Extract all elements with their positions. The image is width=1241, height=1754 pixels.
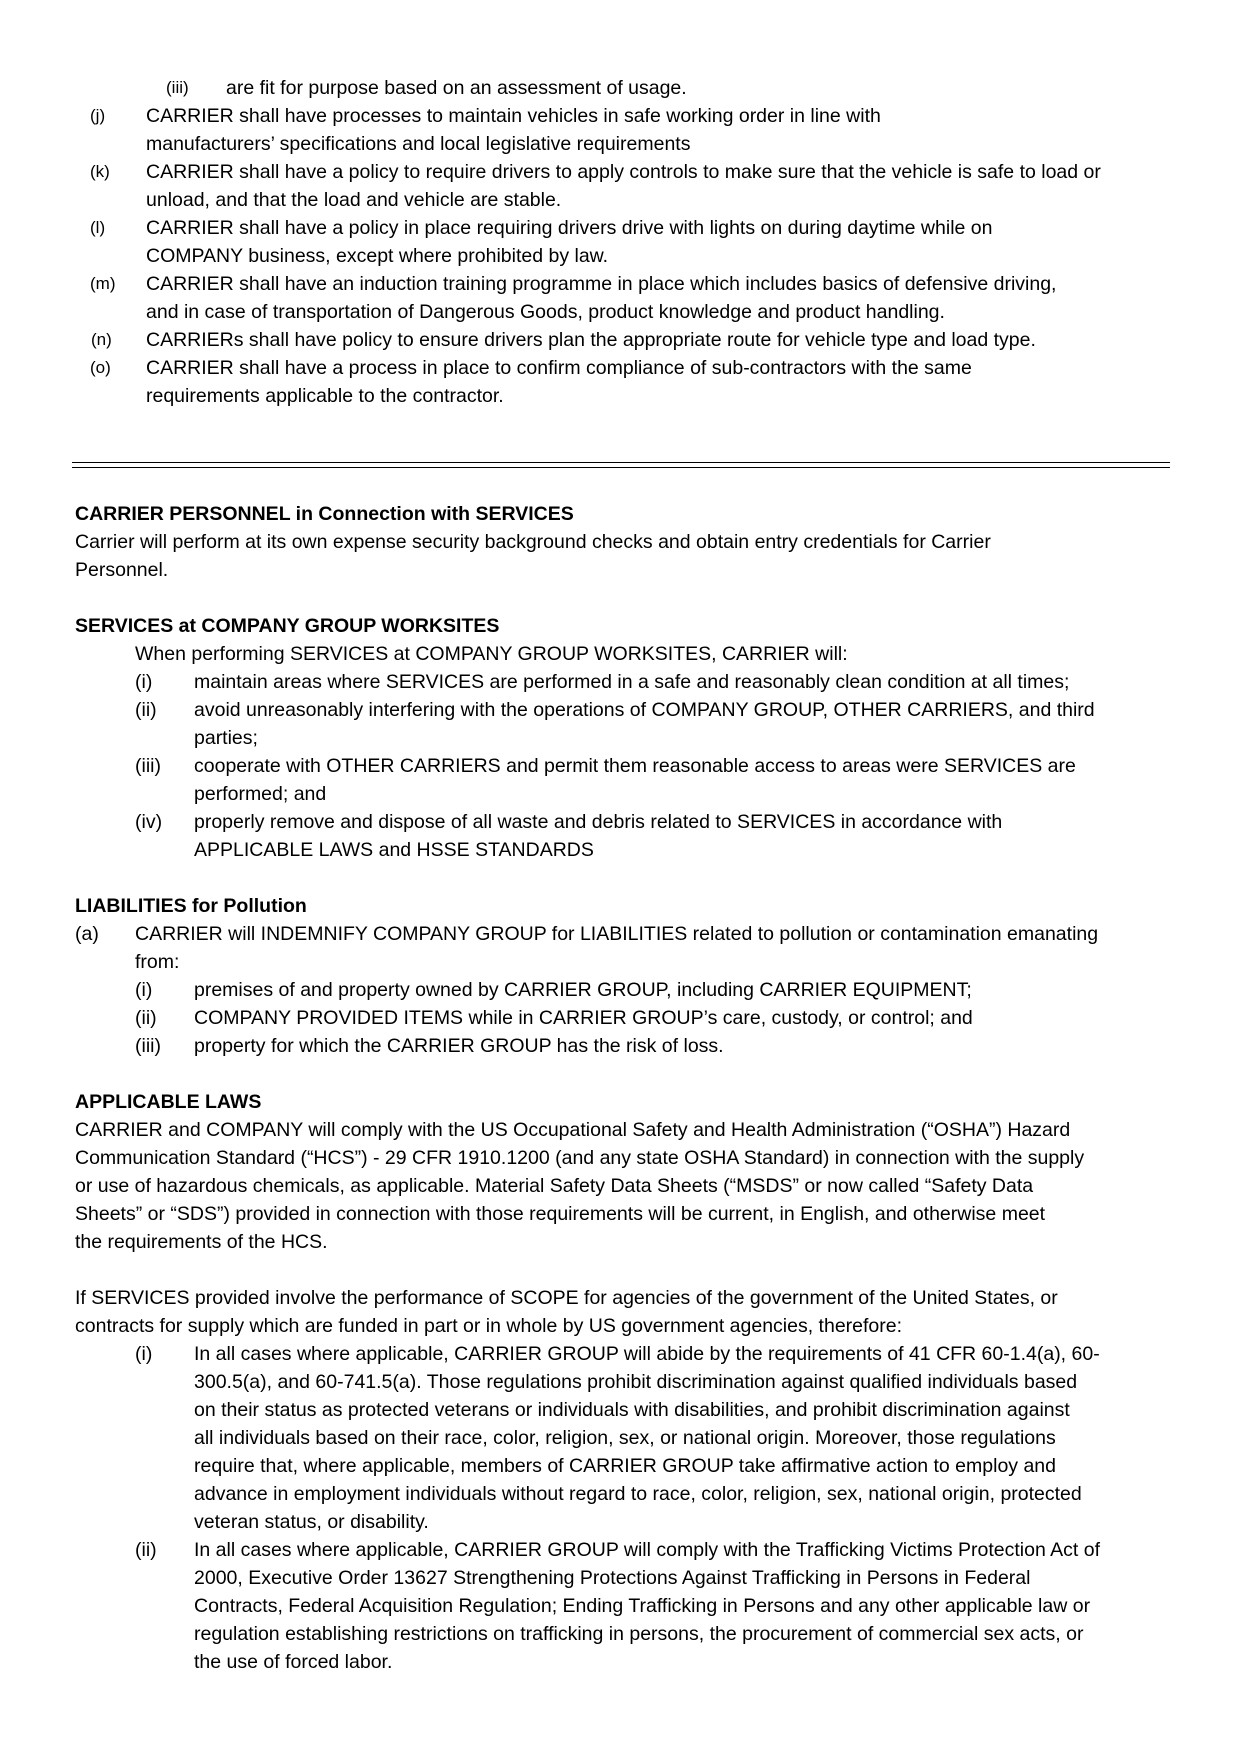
- list-item-text: performed; and: [194, 783, 327, 805]
- list-item-text: regulation establishing restrictions on trafficking in persons, the procurement of commercial sex acts, or: [194, 1623, 1084, 1645]
- list-item-label: (k): [90, 162, 110, 181]
- list-item-label: (l): [90, 218, 106, 237]
- list-item-text: requirements applicable to the contractor.: [146, 385, 504, 407]
- paragraph-line: contracts for supply which are funded in part or in whole by US government agencies, therefore:: [75, 1315, 903, 1337]
- paragraph-line: If SERVICES provided involve the performance of SCOPE for agencies of the government of the United States, or: [75, 1287, 1058, 1309]
- list-item-label: (iv): [135, 811, 163, 833]
- list-item-text: from:: [135, 951, 180, 973]
- list-item-text: COMPANY PROVIDED ITEMS while in CARRIER GROUP’s care, custody, or control; and: [194, 1007, 973, 1029]
- list-item-label: (iii): [166, 78, 189, 97]
- list-item-text: parties;: [194, 727, 258, 749]
- list-item-text: manufacturers’ specifications and local legislative requirements: [146, 133, 691, 155]
- list-item-label: (i): [135, 671, 153, 693]
- paragraph-line: Communication Standard (“HCS”) - 29 CFR 1910.1200 (and any state OSHA Standard) in connection with the supply: [75, 1147, 1085, 1169]
- list-item-label: (iii): [135, 755, 161, 777]
- list-item-text: In all cases where applicable, CARRIER GROUP will abide by the requirements of 41 CFR 60-1.4(a), 60-: [194, 1343, 1100, 1365]
- paragraph-line: When performing SERVICES at COMPANY GROUP WORKSITES, CARRIER will:: [135, 643, 848, 665]
- list-item-label: (ii): [135, 1007, 157, 1029]
- list-item-text: maintain areas where SERVICES are performed in a safe and reasonably clean condition at all times;: [194, 671, 1070, 693]
- list-item-label: (ii): [135, 1539, 157, 1561]
- section-divider-bottom: [72, 467, 1170, 468]
- list-item-text: CARRIER shall have a policy to require drivers to apply controls to make sure that the vehicle is safe to load or: [146, 161, 1101, 183]
- paragraph-line: or use of hazardous chemicals, as applicable. Material Safety Data Sheets (“MSDS” or now called “Safety Data: [75, 1175, 1034, 1197]
- list-item-text: are fit for purpose based on an assessment of usage.: [226, 77, 687, 99]
- list-item-text: CARRIER shall have processes to maintain vehicles in safe working order in line with: [146, 105, 881, 127]
- list-item-text: avoid unreasonably interfering with the operations of COMPANY GROUP, OTHER CARRIERS, and third: [194, 699, 1095, 721]
- list-item-label: (i): [135, 1343, 153, 1365]
- list-item-label: (o): [90, 358, 111, 377]
- list-item-text: and in case of transportation of Dangerous Goods, product knowledge and product handling.: [146, 301, 945, 323]
- list-item-label: (ii): [135, 699, 157, 721]
- list-item-text: the use of forced labor.: [194, 1651, 393, 1673]
- list-item-label: (iii): [135, 1035, 161, 1057]
- list-item-label: (i): [135, 979, 153, 1001]
- list-item-text: 300.5(a), and 60-741.5(a). Those regulations prohibit discrimination against qualified individuals based: [194, 1371, 1078, 1393]
- list-item-text: APPLICABLE LAWS and HSSE STANDARDS: [194, 839, 594, 861]
- paragraph-line: Carrier will perform at its own expense security background checks and obtain entry credentials for Carrier: [75, 531, 991, 553]
- list-item-text: COMPANY business, except where prohibited by law.: [146, 245, 609, 267]
- list-item-text: veteran status, or disability.: [194, 1511, 429, 1533]
- list-item-text: CARRIER shall have a policy in place requiring drivers drive with lights on during daytime while on: [146, 217, 993, 239]
- list-item-text: all individuals based on their race, color, religion, sex, or national origin. Moreover, those regulations: [194, 1427, 1056, 1449]
- list-item-text: premises of and property owned by CARRIER GROUP, including CARRIER EQUIPMENT;: [194, 979, 972, 1001]
- section-heading: SERVICES at COMPANY GROUP WORKSITES: [75, 615, 500, 637]
- list-item-text: CARRIERs shall have policy to ensure drivers plan the appropriate route for vehicle type and load type.: [146, 329, 1036, 351]
- list-item-label: (j): [90, 106, 106, 125]
- list-item-label: (a): [75, 923, 99, 945]
- list-item-text: advance in employment individuals without regard to race, color, religion, sex, national origin, protected: [194, 1483, 1082, 1505]
- section-divider-top: [72, 462, 1170, 463]
- section-heading: CARRIER PERSONNEL in Connection with SERVICES: [75, 503, 574, 525]
- section-heading: LIABILITIES for Pollution: [75, 895, 307, 917]
- list-item-text: In all cases where applicable, CARRIER GROUP will comply with the Trafficking Victims Protection Act of: [194, 1539, 1101, 1561]
- list-item-text: 2000, Executive Order 13627 Strengthening Protections Against Trafficking in Persons in Federal: [194, 1567, 1031, 1589]
- section-heading: APPLICABLE LAWS: [75, 1091, 262, 1113]
- list-item-text: property for which the CARRIER GROUP has the risk of loss.: [194, 1035, 724, 1057]
- list-item-text: CARRIER shall have a process in place to confirm compliance of sub-contractors with the same: [146, 357, 972, 379]
- list-item-text: properly remove and dispose of all waste and debris related to SERVICES in accordance with: [194, 811, 1003, 833]
- list-item-text: unload, and that the load and vehicle are stable.: [146, 189, 562, 211]
- list-item-text: CARRIER shall have an induction training programme in place which includes basics of defensive driving,: [146, 273, 1057, 295]
- list-item-text: CARRIER will INDEMNIFY COMPANY GROUP for LIABILITIES related to pollution or contamination emanating: [135, 923, 1099, 945]
- list-item-text: cooperate with OTHER CARRIERS and permit them reasonable access to areas were SERVICES are: [194, 755, 1076, 777]
- list-item-label: (n): [91, 330, 112, 349]
- list-item-text: on their status as protected veterans or individuals with disabilities, and prohibit discrimination against: [194, 1399, 1070, 1421]
- paragraph-line: the requirements of the HCS.: [75, 1231, 328, 1253]
- list-item-text: require that, where applicable, members of CARRIER GROUP take affirmative action to employ and: [194, 1455, 1056, 1477]
- paragraph-line: Personnel.: [75, 559, 169, 581]
- list-item-label: (m): [90, 274, 116, 293]
- paragraph-line: CARRIER and COMPANY will comply with the US Occupational Safety and Health Administration (“OSHA”) Hazard: [75, 1119, 1071, 1141]
- list-item-text: Contracts, Federal Acquisition Regulation; Ending Trafficking in Persons and any other applicable law or: [194, 1595, 1091, 1617]
- paragraph-line: Sheets” or “SDS”) provided in connection with those requirements will be current, in English, and otherwise meet: [75, 1203, 1046, 1225]
